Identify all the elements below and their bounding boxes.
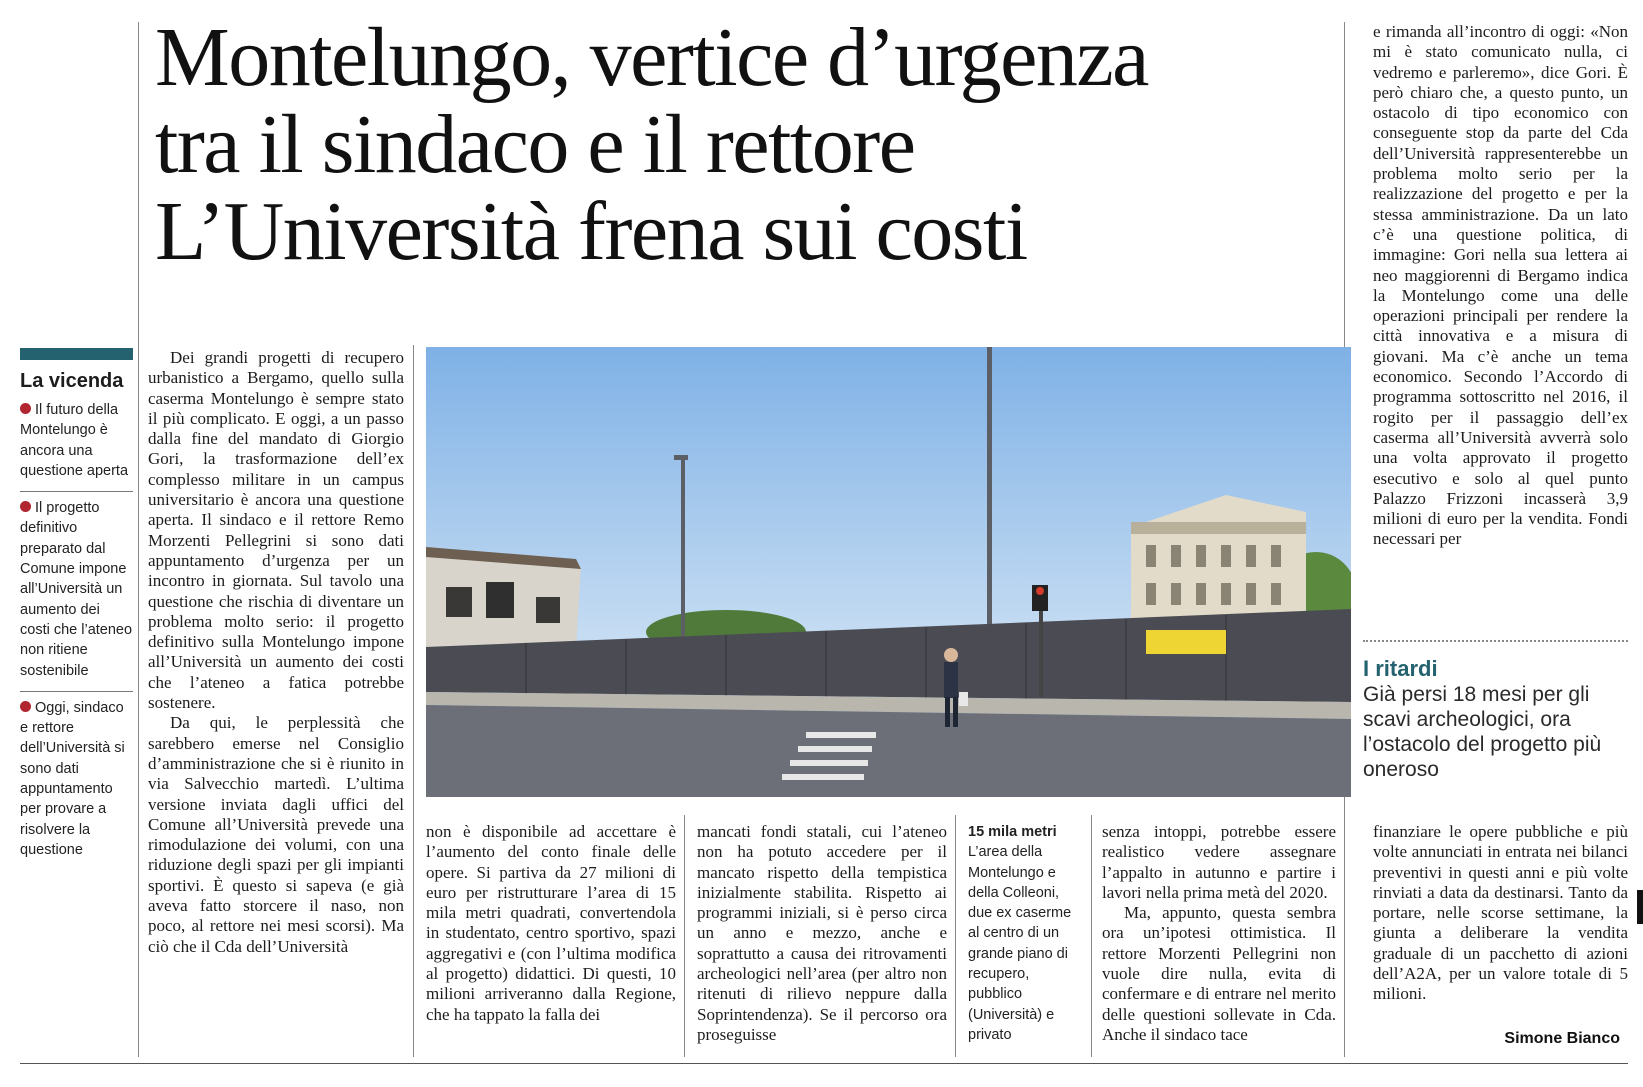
article-column-1 [148, 348, 404, 957]
article-paragraph: Ma, appunto, questa sembra ora un’ipotesi ottimistica. Il rettore Morzenti Pellegrini non vuole dire nulla, evita di confermare e di entrare nel merito delle questioni sollevate in Cda. Anche il sindaco tace [1102, 903, 1336, 1044]
article-paragraph: mancati fondi statali, cui l’ateneo non ha potuto accedere per il mancato rispetto della tempistica inizialmente stabilita. Rispetto ai programmi iniziali, si è perso circa un anno e mezzo, anche e soprattutto a causa dei ritrovamenti archeologici nell’area (per altro non ritenuti di rilievo neppure dalla Soprintendenza). Se il percorso ora proseguisse [697, 822, 947, 1044]
column-rule [1091, 815, 1092, 1057]
headline-line-3: L’Università frena sui costi [155, 185, 1027, 278]
sidebar-la-vicenda [20, 348, 133, 870]
article-column-3 [697, 822, 947, 1045]
sidebar-item-text: Il futuro della Montelungo è ancora una questione aperta [20, 402, 129, 479]
byline: Simone Bianco [1504, 1030, 1620, 1047]
sidebar-item [20, 692, 133, 870]
bullet-dot-icon [20, 403, 31, 414]
headline [155, 11, 1345, 278]
pull-quote-dotted-rule [1363, 640, 1628, 652]
bullet-dot-icon [20, 701, 31, 712]
sidebar-title: La vicenda [20, 370, 124, 392]
sidebar-item [20, 492, 133, 692]
article-paragraph: Dei grandi progetti di recupero urbanistico a Bergamo, quello sulla caserma Montelungo è sempre stato il più complicato. E oggi, a un passo dalla fine del mandato di Giorgio Gori, la trasformazione dell’ex complesso militare in un campus universitario è ancora una questione aperta. Il sindaco e il rettore Remo Morzenti Pellegrini si sono dati appuntamento d’urgenza per un incontro in giornata. Sul tavolo una questione che rischia di diventare un problema molto serio: il progetto definitivo sulla Montelungo impone all’Università un aumento dei costi che l’ateneo a fatica potrebbe sostenere. [148, 348, 404, 713]
article-paragraph: finanziare le opere pubbliche e più volte annunciati in entrata nei bilanci preventivi in questi anni e più volte rinviati a data da destinarsi. Tanto da portare, nelle scorse settimane, la giunta a deliberare la vendita graduale di un pacchetto di azioni dell’A2A, per un valore totale di 5 milioni. [1373, 822, 1628, 1004]
sidebar-accent-bar [20, 348, 133, 360]
column-rule [413, 345, 414, 1057]
bottom-rule [20, 1063, 1628, 1064]
bullet-dot-icon [20, 501, 31, 512]
sidebar-item-text: Il progetto definitivo preparato dal Comune impone all’Università un aumento dei costi che l’ateneo non ritiene sostenibile [20, 500, 133, 679]
article-paragraph: non è disponibile ad accettare è l’aumento del conto finale delle opere. Si partiva da 27 milioni di euro per ristrutturare l’area di 15 mila metri quadrati, convertendola in studentato, centro sportivo, spazi aggregativi e (con l’ultima modifica al progetto) didattici. Di questi, 10 milioni arriveranno dalla Regione, che ha tappato la falla dei [426, 822, 676, 1024]
caption-title: 15 mila metri [968, 824, 1057, 840]
article-photo [426, 347, 1351, 797]
column-rule [684, 815, 685, 1057]
article-paragraph: senza intoppi, potrebbe essere realistico vedere assegnare l’appalto in autunno e partire i lavori nella prima metà del 2020. [1102, 822, 1336, 902]
photo-caption [968, 822, 1078, 1045]
column-rule [138, 22, 139, 1057]
article-column-2 [426, 822, 676, 1025]
sidebar-item [20, 394, 133, 492]
article-column-4 [1102, 822, 1336, 1045]
photo-illustration [426, 347, 1351, 797]
page-edge-mark [1637, 890, 1643, 924]
column-rule [955, 815, 956, 1057]
headline-line-1: Montelungo, vertice d’urgenza [155, 11, 1148, 104]
pull-quote-title: I ritardi [1363, 656, 1438, 681]
article-paragraph: e rimanda all’incontro di oggi: «Non mi è stato comunicato nulla, ci vedremo e parleremo», dice Gori. È però chiaro che, a questo punto, un ostacolo di tipo economico con conseguente stop da parte del Cda dell’Università rappresenterebbe un problema molto serio per la realizzazione del progetto e per la stessa amministrazione. Da un lato c’è una questione politica, di immagine: Gori nella sua lettera ai neo maggiorenni di Bergamo indica la Montelungo come una delle operazioni principali per rendere la città innovativa e a misura di giovani. Ma c’è anche un tema economico. Secondo l’Accordo di programma sottoscritto nel 2016, il rogito per il passaggio dell’ex caserma all’Università avverrà solo una volta approvato il progetto esecutivo e solo al quel punto Palazzo Frizzoni incasserà 3,9 milioni di euro per la vendita. Fondi necessari per [1373, 22, 1628, 549]
article-column-5-top [1373, 22, 1628, 550]
sidebar-item-text: Oggi, sindaco e rettore dell’Università si sono dati appuntamento per provare a risolvere la questione [20, 699, 125, 858]
caption-text: L’area della Montelungo e della Colleoni, due ex caserme al centro di un grande piano di recupero, pubblico (Università) e privato [968, 844, 1072, 1043]
article-paragraph: Da qui, le perplessità che sarebbero emerse nel Consiglio d’amministrazione che si è riunito in via Salvecchio martedì. L’ultima versione inviata dagli uffici del Comune all’Università prevede una rimodulazione dei volumi, con una riduzione degli spazi per gli impianti sportivi. È questo si sapeva (e già aveva fatto storcere il naso, non poco, al rettore nei mesi scorsi). Ma ciò che il Cda dell’Università [148, 713, 404, 956]
pull-quote-text: Già persi 18 mesi per gli scavi archeologici, ora l’ostacolo del progetto più oneroso [1363, 683, 1602, 781]
article-column-5-bottom [1373, 822, 1628, 1005]
pull-quote [1363, 640, 1628, 782]
headline-line-2: tra il sindaco e il rettore [155, 98, 915, 191]
